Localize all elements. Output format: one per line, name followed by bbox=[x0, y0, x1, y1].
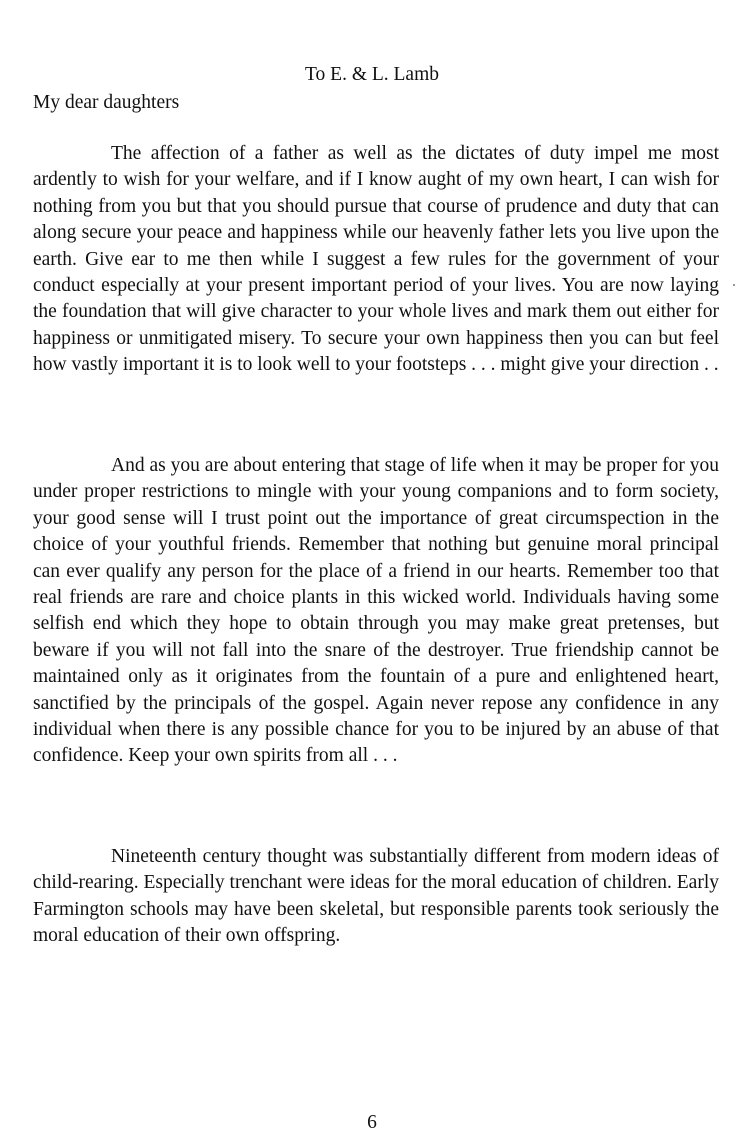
letter-paragraph-2: And as you are about entering that stage of life when it may be proper for you under proper restrictions to mingle with your young companions and to form society, your good sense will I trust point out the importance of great circumspection in the choice of your youthful friends. Remember that nothing but genuine moral principal can ever qualify any person for the place of a friend in our hearts. Remember too that real friends are rare and choice plants in this wicked world. Individuals having some selfish end which they hope to obtain through you may make great pretenses, but beware if you will not fall into the snare of the destroyer. True friendship cannot be maintained only as it originates from the fountain of a pure and enlightened heart, sanctified by the principals of the gospel. Again never repose any confidence in any individual when there is any possible chance for you to be injured by an abuse of that confidence. Keep your own spirits from all . . . bbox=[33, 455, 719, 767]
letter-paragraph-1: The affection of a father as well as the dictates of duty impel me most ardently to wish for your welfare, and if I know aught of my own heart, I can wish for nothing from you but that you should pursue that course of prudence and duty that can along secure your peace and happiness while our heavenly father lets you live upon the earth. Give ear to me then while I suggest a few rules for the government of your conduct especially at your present important period of your lives. You are now laying the foundation that will give character to your whole lives and mark them out either for happiness or unmitigated misery. To secure your own happiness then you can but feel how vastly important it is to look well to your footsteps . . . might give your direction . . bbox=[33, 143, 719, 376]
margin-mark bbox=[733, 284, 735, 286]
commentary-paragraph: Nineteenth century thought was substantially different from modern ideas of child-rearing. Especially trenchant were ideas for the moral education of children. Early Farmington schools may have been skeletal, but responsible parents took seriously the moral education of their own offspring. bbox=[33, 846, 719, 947]
page-number: 6 bbox=[367, 1112, 377, 1133]
letter-salutation: My dear daughters bbox=[33, 92, 180, 113]
letter-heading: To E. & L. Lamb bbox=[304, 64, 440, 85]
